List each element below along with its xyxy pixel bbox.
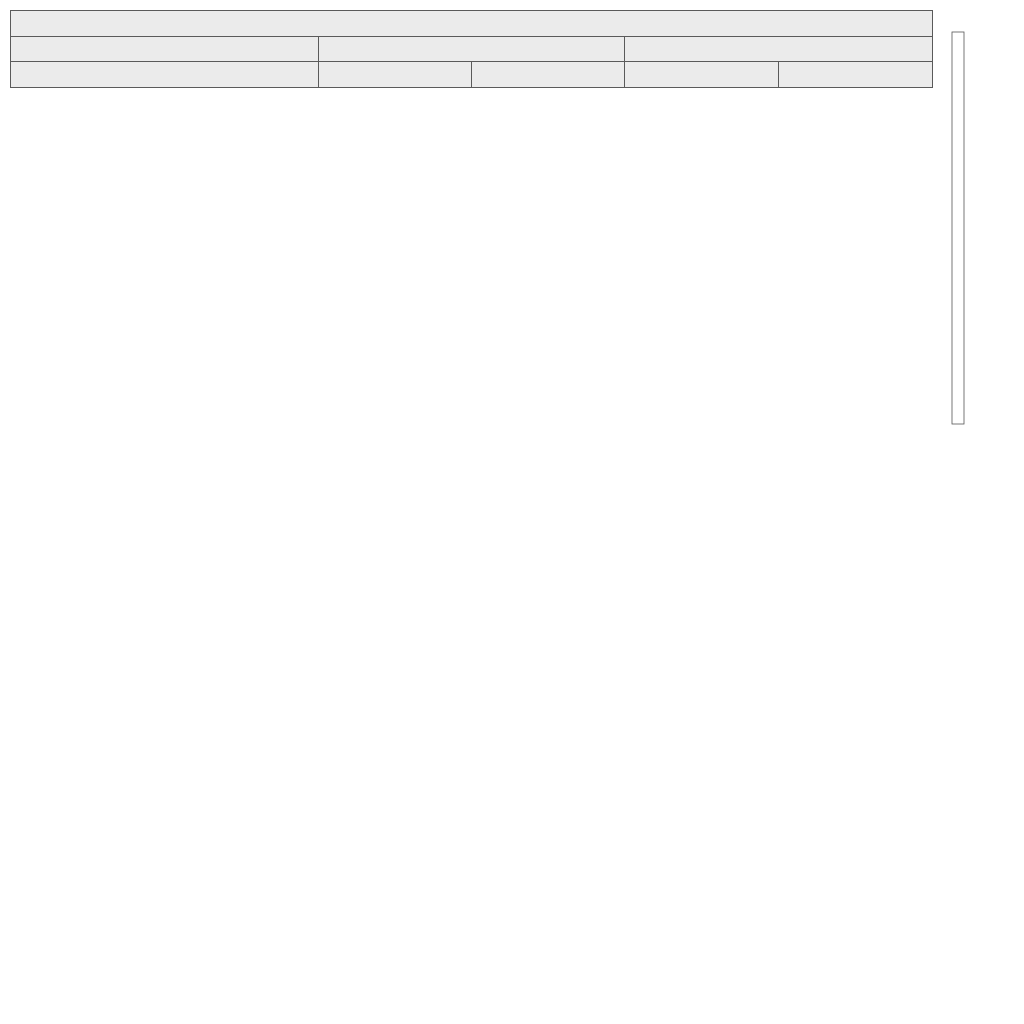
mode-header-std-high [779,62,933,88]
mode-header-avg-high [472,62,625,88]
mode-header-avg-low [319,62,472,88]
mode-header-std-low [625,62,779,88]
stats-table [10,10,933,87]
site-info-header [11,62,319,88]
table-title [11,11,933,37]
colorbar [940,20,1020,440]
average-header [319,36,625,62]
date-range [11,36,319,62]
colorbar-frame [952,32,964,424]
stddev-header [625,36,933,62]
